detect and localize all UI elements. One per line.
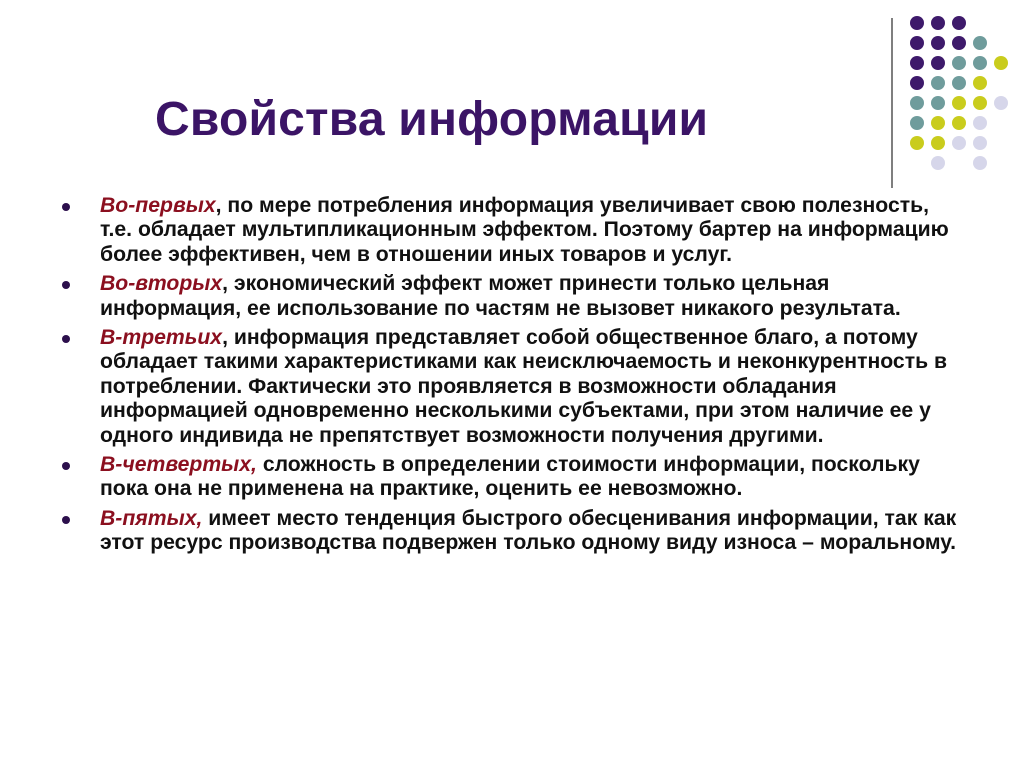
- decorative-dot: [931, 56, 945, 70]
- decorative-dot: [931, 136, 945, 150]
- decorative-dot: [973, 156, 987, 170]
- decorative-dot: [931, 16, 945, 30]
- bullet-icon: [62, 335, 70, 343]
- decorative-dot: [952, 36, 966, 50]
- bullet-icon: [62, 281, 70, 289]
- bullet-icon: [62, 462, 70, 470]
- bullet-text: , информация представляет собой общественное благо, а потому обладает такими характеристиками как неисключаемость и неконкурентность в потреблении. Фактически это проявляется в возможности обладания информацией одновременно несколькими субъектами, при этом наличие ее у одного индивида не препятствует возможности получения другими.: [100, 326, 948, 447]
- bullet-lead: В-третьих: [100, 326, 223, 350]
- bullet-item: [62, 326, 962, 448]
- bullet-text: , экономический эффект может принести только цельная информация, ее использование по частям не вызовет никакого результата.: [100, 272, 901, 320]
- bullet-text: имеет место тенденция быстрого обесценивания информации, так как этот ресурс производства подвержен только одному виду износа – моральному.: [100, 506, 957, 555]
- vertical-divider: [891, 18, 893, 188]
- decorative-dot: [952, 96, 966, 110]
- decorative-dot: [952, 56, 966, 70]
- bullet-lead: Во-первых: [100, 194, 216, 217]
- decorative-dot: [952, 136, 966, 150]
- decorative-dot: [973, 96, 987, 110]
- bullet-lead: Во-вторых: [100, 272, 223, 296]
- decorative-dot: [931, 96, 945, 110]
- decorative-dot: [931, 116, 945, 130]
- bullet-text: , по мере потребления информация увеличивает свою полезность, т.е. обладает мультипликационным эффектом. Поэтому бартер на информацию более эффективен, чем в отношении иных товаров и услуг.: [100, 194, 949, 266]
- bullet-item: [62, 507, 962, 556]
- decorative-dot: [973, 36, 987, 50]
- decorative-dot: [973, 136, 987, 150]
- decorative-dot: [973, 76, 987, 90]
- decorative-dot: [910, 116, 924, 130]
- decorative-dot: [910, 16, 924, 30]
- bullet-lead: В-пятых,: [100, 506, 203, 530]
- bullet-icon: [62, 516, 70, 524]
- bullet-item: [62, 272, 962, 321]
- decorative-dot: [952, 76, 966, 90]
- bullet-lead: В-четвертых,: [100, 453, 257, 477]
- decorative-dot: [910, 96, 924, 110]
- decorative-dot: [910, 36, 924, 50]
- bullet-list: [62, 194, 962, 561]
- decorative-dot: [910, 136, 924, 150]
- decorative-dot: [931, 76, 945, 90]
- bullet-item: [62, 194, 962, 267]
- decorative-dot: [910, 56, 924, 70]
- decorative-dot: [931, 36, 945, 50]
- decorative-dot: [994, 56, 1008, 70]
- decorative-dot: [973, 116, 987, 130]
- bullet-icon: [62, 203, 70, 211]
- decorative-dot: [973, 56, 987, 70]
- decorative-dot: [931, 156, 945, 170]
- slide-title: Свойства информации: [155, 93, 709, 146]
- bullet-item: [62, 453, 962, 502]
- decorative-dot: [910, 76, 924, 90]
- decorative-dot: [994, 96, 1008, 110]
- decorative-dot: [952, 116, 966, 130]
- bullet-text: сложность в определении стоимости информации, поскольку пока она не применена на практике, оценить ее невозможно.: [100, 453, 920, 501]
- decorative-dot: [952, 16, 966, 30]
